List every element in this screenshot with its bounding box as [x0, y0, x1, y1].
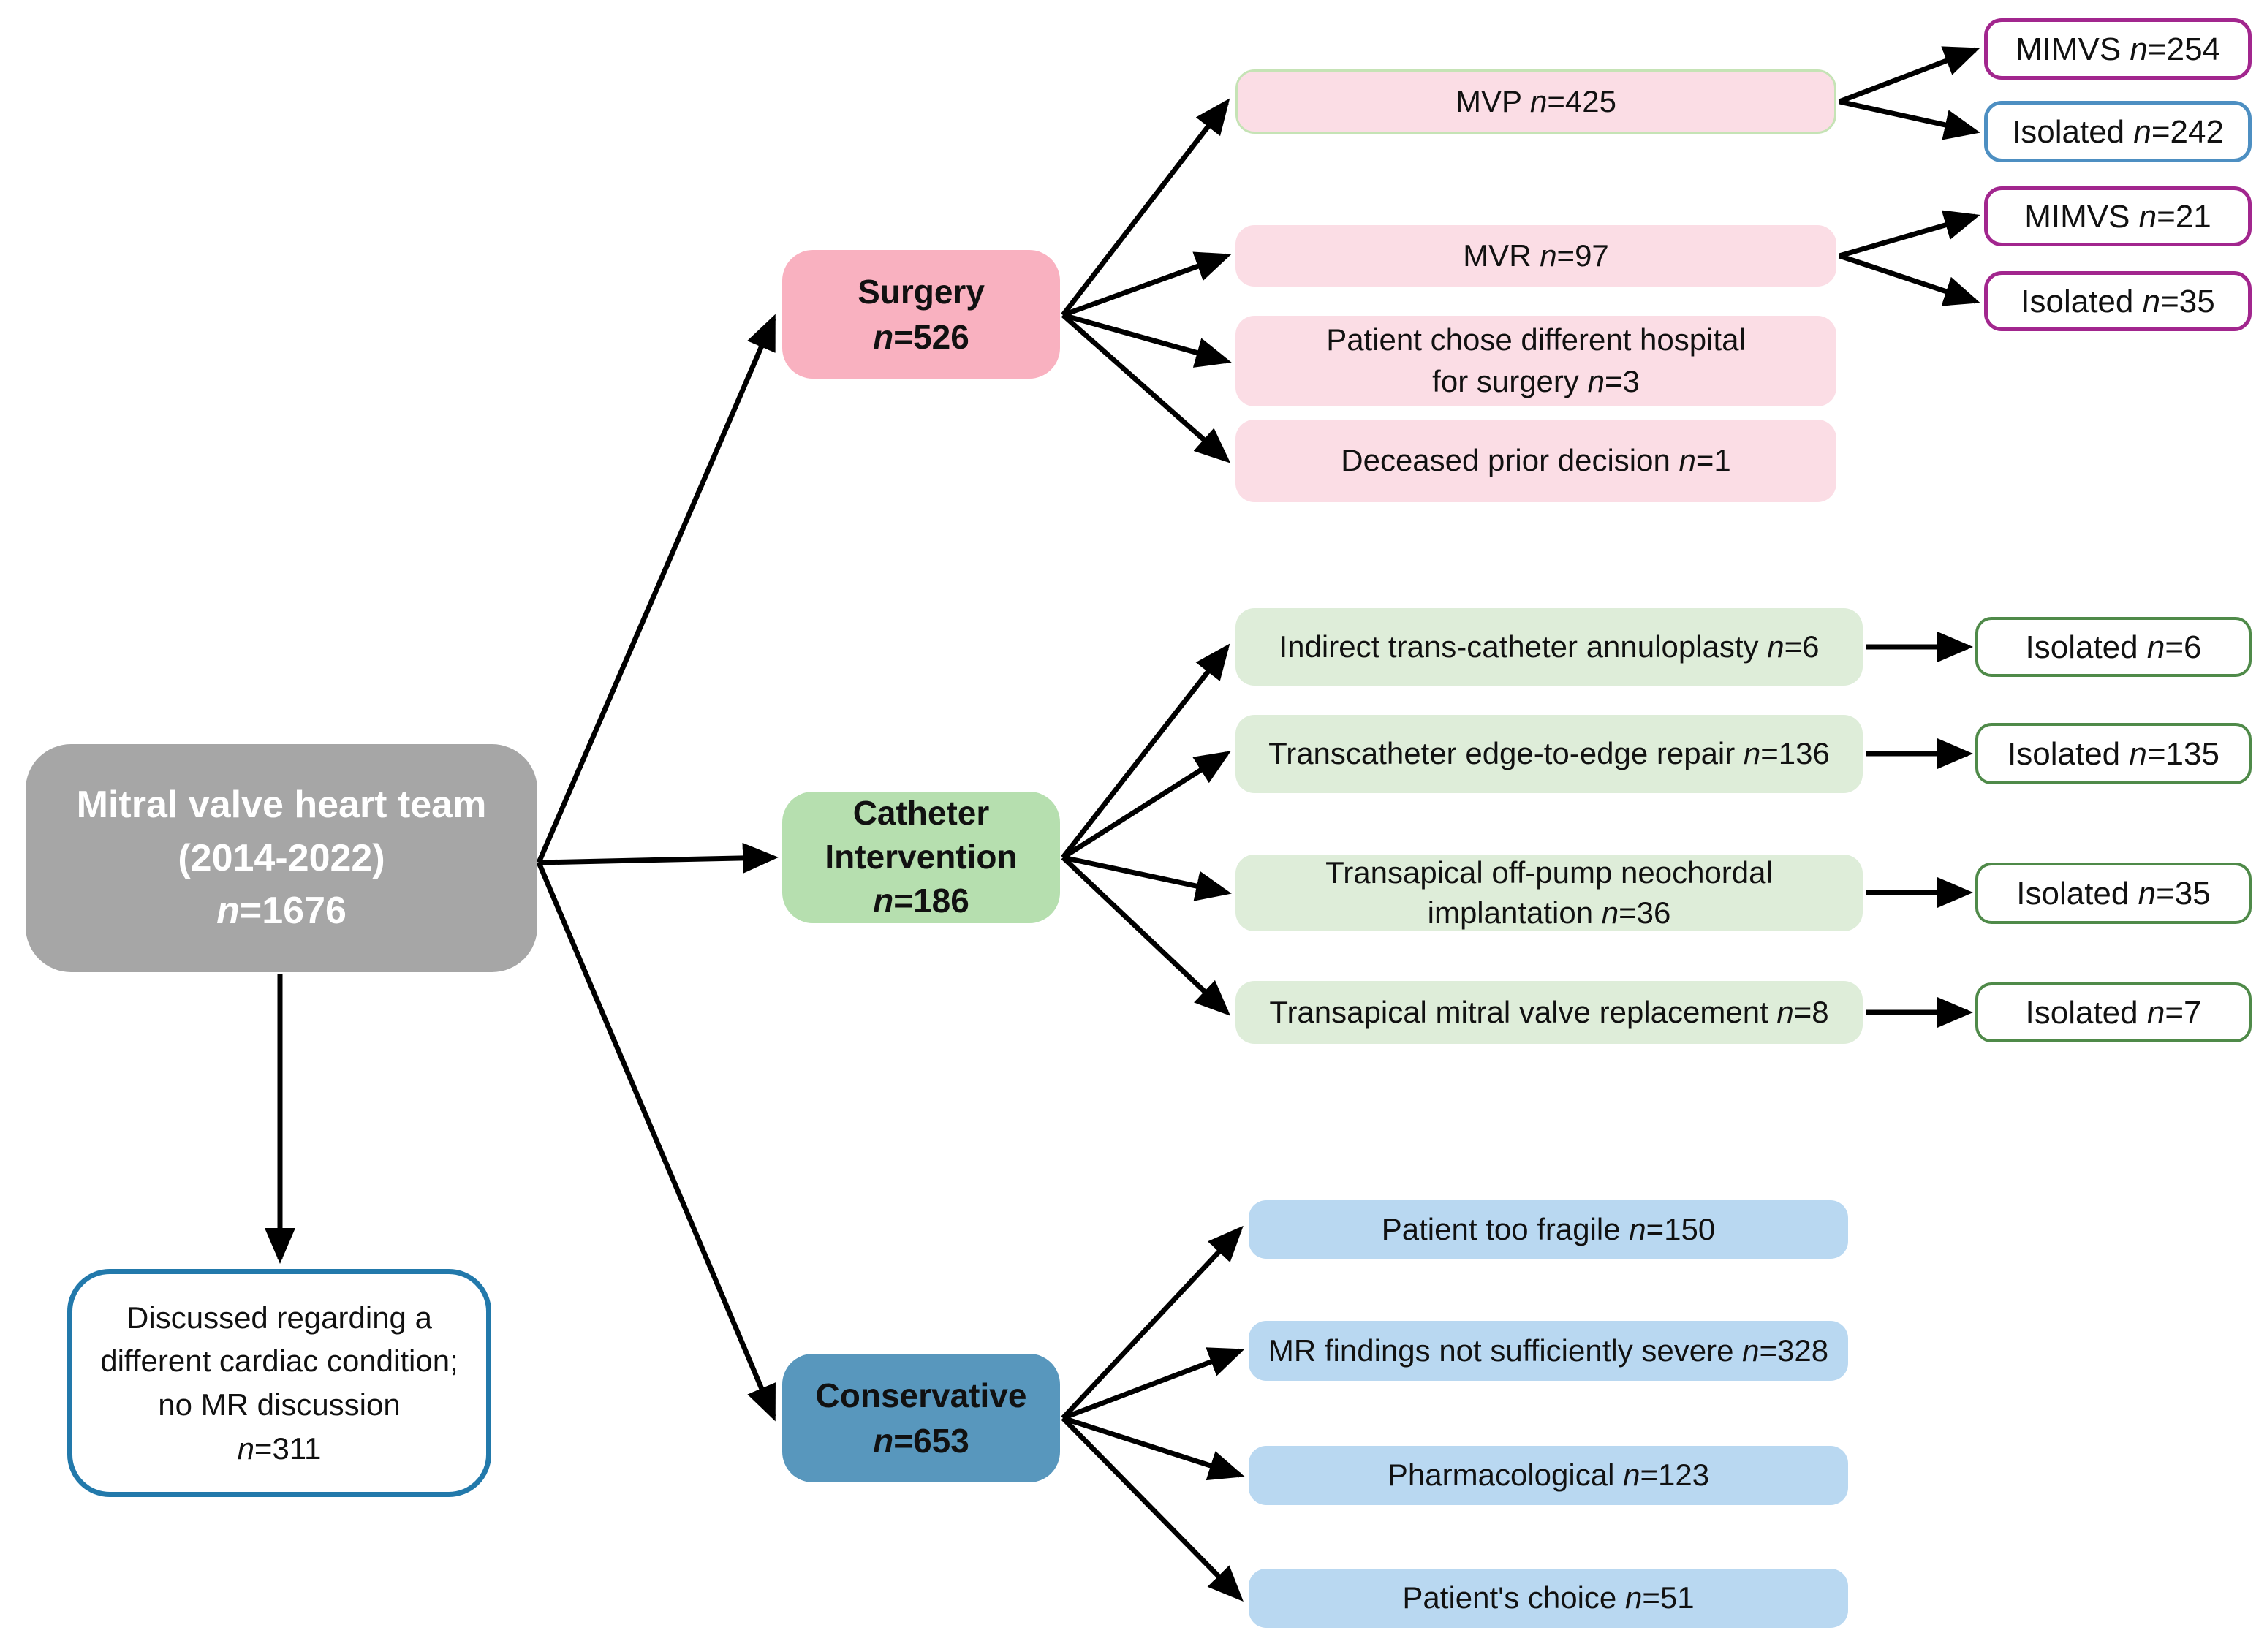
label-text: Isolated	[2025, 994, 2147, 1031]
n-symbol: n	[2146, 629, 2165, 665]
label-line	[1268, 735, 1830, 773]
label-line	[1388, 1456, 1709, 1495]
n-symbol: n	[1601, 895, 1619, 930]
node-deceased-prior-decision	[1235, 420, 1836, 502]
n-value: =328	[1759, 1333, 1829, 1368]
node-mr-findings-not-sufficiently-severe	[1249, 1321, 1848, 1381]
n-value: =6	[1784, 629, 1820, 664]
n-symbol: n	[2138, 198, 2157, 235]
n-value: =97	[1556, 238, 1609, 273]
node-mitral-valve-heart-team	[26, 744, 537, 972]
label-line	[1269, 993, 1828, 1032]
n-symbol: n	[873, 881, 894, 920]
label-text: Indirect trans-catheter annuloplasty	[1279, 629, 1768, 664]
label-text: MR findings not sufficiently severe	[1268, 1333, 1743, 1368]
arrow-catheter-teer	[1063, 754, 1227, 857]
node-isolated-135	[1975, 723, 2252, 784]
label-line	[2016, 874, 2210, 914]
label-text: MVP	[1456, 83, 1530, 118]
n-value: =1	[1695, 443, 1731, 478]
n-symbol: n	[2138, 875, 2157, 912]
n-count-line	[873, 314, 969, 360]
n-value: =150	[1646, 1211, 1716, 1246]
n-value: =186	[893, 881, 969, 920]
label-text: MVR	[1463, 238, 1540, 273]
label-text: MIMVS	[2024, 198, 2139, 235]
n-count-line	[216, 884, 347, 938]
label-line	[2024, 197, 2211, 237]
n-symbol: n	[2129, 735, 2147, 772]
n-value: =425	[1547, 83, 1616, 118]
label-line: Intervention	[825, 838, 1018, 876]
label-line	[1456, 83, 1616, 121]
n-symbol: n	[2130, 31, 2148, 67]
arrow-catheter-neochordal	[1063, 857, 1227, 893]
n-value: =311	[254, 1431, 322, 1466]
node-mvr	[1235, 225, 1836, 287]
n-symbol: n	[1529, 83, 1548, 118]
label-line: Surgery	[858, 272, 985, 311]
arrow-root-catheter	[539, 857, 773, 863]
arrow-root-surgery	[539, 319, 773, 863]
label-line	[1428, 893, 1671, 933]
n-symbol: n	[216, 890, 240, 933]
n-symbol: n	[1623, 1458, 1640, 1493]
n-value: =21	[2157, 198, 2211, 235]
node-isolated-242	[1984, 101, 2252, 162]
node-mimvs-254	[1984, 18, 2252, 80]
label-text: MIMVS	[2015, 31, 2130, 67]
n-symbol: n	[873, 318, 894, 356]
node-mimvs-21	[1984, 186, 2252, 246]
node-isolated-35-catheter	[1975, 863, 2252, 924]
node-catheter-intervention	[782, 792, 1060, 923]
label-line	[2007, 734, 2219, 774]
node-transapical-mitral-valve-replacement	[1235, 981, 1863, 1044]
n-value: =51	[1642, 1580, 1695, 1615]
node-conservative	[782, 1354, 1060, 1482]
n-value: =242	[2151, 113, 2224, 150]
n-symbol: n	[1540, 238, 1557, 273]
n-symbol: n	[873, 1422, 894, 1460]
label-text: Isolated	[2016, 875, 2138, 912]
label-line	[1463, 237, 1609, 276]
arrow-mvp-mimvs254	[1839, 50, 1975, 102]
label-text: Isolated	[2012, 113, 2134, 150]
label-line	[2026, 993, 2202, 1033]
label-line	[1341, 442, 1731, 480]
label-line	[1382, 1210, 1716, 1249]
n-value: =3	[1604, 364, 1640, 398]
n-symbol: n	[1679, 443, 1696, 478]
node-isolated-7	[1975, 982, 2252, 1042]
n-symbol: n	[1629, 1211, 1646, 1246]
node-mvp	[1235, 69, 1836, 134]
arrow-conservative-fragile	[1063, 1229, 1240, 1418]
n-symbol: n	[237, 1431, 254, 1466]
arrow-root-conservative	[539, 863, 773, 1417]
label-line	[2021, 281, 2214, 322]
label-line: different cardiac condition;	[100, 1344, 458, 1379]
n-count-line	[873, 1418, 969, 1463]
n-value: =526	[893, 318, 969, 356]
node-surgery	[782, 250, 1060, 379]
node-transapical-off-pump-neochordal-implantation	[1235, 855, 1863, 931]
node-pharmacological	[1249, 1446, 1848, 1505]
arrow-mvr-mimvs21	[1839, 216, 1975, 256]
n-count-line	[873, 879, 969, 923]
n-value: =35	[2156, 875, 2211, 912]
label-line: no MR discussion	[158, 1387, 401, 1422]
n-symbol: n	[2142, 283, 2161, 319]
n-symbol: n	[1776, 994, 1794, 1029]
n-symbol: n	[1742, 1333, 1760, 1368]
label-text: Pharmacological	[1387, 1458, 1624, 1493]
arrow-conservative-mrseverity	[1063, 1351, 1240, 1418]
label-line: Transapical off-pump neochordal	[1325, 855, 1773, 890]
label-line	[1402, 1579, 1694, 1618]
label-line: Catheter	[852, 794, 990, 833]
label-text: Patient too fragile	[1381, 1211, 1630, 1246]
n-symbol: n	[1587, 364, 1605, 398]
node-isolated-35-surgery	[1984, 271, 2252, 331]
n-value: =653	[893, 1422, 969, 1460]
n-value: =36	[1619, 895, 1671, 930]
n-symbol: n	[2146, 994, 2165, 1031]
n-symbol: n	[1743, 736, 1761, 771]
node-indirect-transcatheter-annuloplasty	[1235, 608, 1863, 686]
n-value: =35	[2160, 283, 2215, 319]
label-line: Patient chose different hospital	[1326, 322, 1746, 357]
label-text: Transapical mitral valve replacement	[1269, 994, 1777, 1029]
arrow-catheter-tmvr	[1063, 857, 1227, 1012]
n-symbol: n	[2133, 113, 2151, 150]
node-isolated-6	[1975, 617, 2252, 677]
n-value: =123	[1640, 1458, 1710, 1493]
label-line: Conservative	[815, 1376, 1027, 1414]
n-value: =1676	[239, 890, 347, 933]
label-line	[1279, 628, 1820, 667]
label-text: Transcatheter edge-to-edge repair	[1268, 736, 1744, 771]
n-symbol: n	[1767, 629, 1785, 664]
arrow-mvr-iso35	[1839, 256, 1975, 301]
label-line	[2016, 29, 2220, 69]
label-line: (2014-2022)	[178, 836, 385, 879]
node-patient-chose-different-hospital	[1235, 316, 1836, 406]
n-value: =7	[2165, 994, 2202, 1031]
label-text: implantation	[1427, 895, 1602, 930]
n-count-line	[238, 1427, 322, 1471]
label-line	[2012, 112, 2224, 152]
arrow-mvp-iso242	[1839, 102, 1975, 132]
n-value: =136	[1760, 736, 1830, 771]
n-value: =6	[2165, 629, 2202, 665]
label-line: Mitral valve heart team	[76, 783, 487, 826]
label-text: Isolated	[2021, 283, 2143, 319]
label-line	[1268, 1332, 1828, 1371]
label-text: Deceased prior decision	[1341, 443, 1679, 478]
n-symbol: n	[1624, 1580, 1643, 1615]
node-no-mr-discussion	[67, 1269, 491, 1497]
label-text: Isolated	[2007, 735, 2130, 772]
node-transcatheter-edge-to-edge-repair	[1235, 715, 1863, 793]
label-line	[2026, 627, 2202, 667]
node-patient-too-fragile	[1249, 1200, 1848, 1259]
label-text: Isolated	[2025, 629, 2147, 665]
label-text: for surgery	[1432, 364, 1588, 398]
arrow-catheter-indirect	[1063, 648, 1227, 857]
node-patients-choice	[1249, 1569, 1848, 1628]
n-value: =8	[1793, 994, 1829, 1029]
label-line: Discussed regarding a	[126, 1300, 432, 1335]
label-text: Patient's choice	[1402, 1580, 1625, 1615]
n-value: =135	[2146, 735, 2219, 772]
label-line	[1432, 361, 1640, 403]
n-value: =254	[2147, 31, 2221, 67]
